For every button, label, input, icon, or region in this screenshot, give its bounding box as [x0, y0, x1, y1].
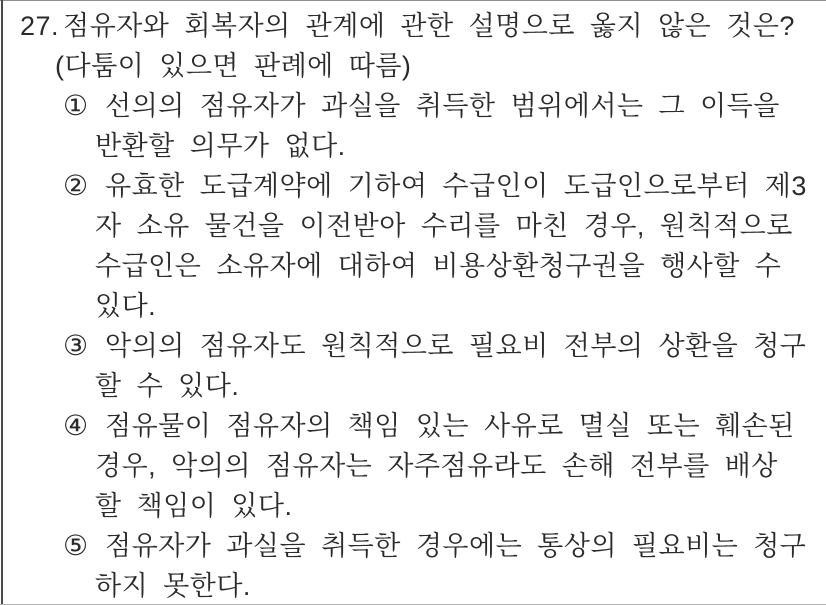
circled-number-marker-4: ④ — [63, 410, 89, 441]
option-1-line-1: 선의의 점유자가 과실을 취득한 범위에서는 그 이득을 — [105, 91, 780, 121]
option-1-line-2: 반환할 의무가 없다. — [95, 131, 346, 161]
option-4-line-2: 경우, 악의의 점유자는 자주점유라도 손해 전부를 배상 — [95, 451, 778, 481]
question-block — [0, 6, 826, 605]
option-5-line-1: 점유자가 과실을 취득한 경우에는 통상의 필요비는 청구 — [105, 531, 807, 561]
option-2-line-4: 있다. — [95, 291, 157, 321]
circled-number-marker-2: ② — [63, 170, 89, 201]
option-4 — [0, 406, 826, 526]
question-title: 점유자와 회복자의 관계에 관한 설명으로 옳지 않은 것은? — [63, 11, 795, 41]
question-number: 27. — [20, 11, 60, 41]
option-3 — [0, 326, 826, 406]
circled-number-marker-1: ① — [63, 90, 89, 121]
page-top-edge-line — [0, 0, 826, 1]
question-header — [0, 6, 826, 46]
option-2-line-3: 수급인은 소유자에 대하여 비용상환청구권을 행사할 수 — [95, 251, 782, 281]
option-2 — [0, 166, 826, 326]
option-5 — [0, 526, 826, 605]
option-1 — [0, 86, 826, 166]
circled-number-marker-5: ⑤ — [63, 530, 89, 561]
question-note: (다툼이 있으면 판례에 따름) — [55, 51, 412, 81]
circled-number-marker-3: ③ — [63, 330, 89, 361]
option-5-line-2: 하지 못한다. — [95, 571, 251, 601]
option-2-line-2: 자 소유 물건을 이전받아 수리를 마친 경우, 원칙적으로 — [95, 211, 793, 241]
option-4-line-3: 할 책임이 있다. — [95, 491, 293, 521]
option-3-line-1: 악의의 점유자도 원칙적으로 필요비 전부의 상환을 청구 — [105, 331, 807, 361]
option-3-line-2: 할 수 있다. — [95, 371, 240, 401]
option-4-line-1: 점유물이 점유자의 책임 있는 사유로 멸실 또는 훼손된 — [105, 411, 795, 441]
option-2-line-1: 유효한 도급계약에 기하여 수급인이 도급인으로부터 제3 — [105, 171, 807, 201]
